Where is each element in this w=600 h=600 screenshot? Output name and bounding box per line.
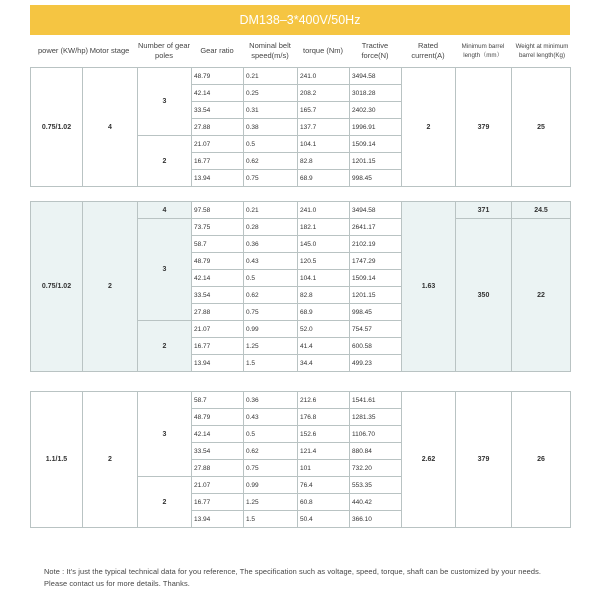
motor-stage-cell: 2 (83, 202, 138, 372)
weight-cell: 24.5 (512, 202, 571, 219)
spec-table-1 (30, 67, 571, 187)
belt-speed-cell: 0.62 (244, 287, 298, 304)
torque-cell: 241.0 (298, 202, 350, 219)
belt-speed-cell: 0.5 (244, 426, 298, 443)
tractive-force-cell: 2402.30 (350, 102, 402, 119)
gear-ratio-cell: 13.94 (192, 170, 244, 187)
belt-speed-cell: 0.75 (244, 304, 298, 321)
tractive-force-cell: 3494.58 (350, 202, 402, 219)
footnote: Note : It's just the typical technical data for you reference, The specification such as voltage, speed, torque, shaft can be customized by your needs. Please contact us for more details. Thanks. (44, 567, 542, 588)
weight-cell: 26 (512, 392, 571, 528)
gear-poles-cell: 3 (138, 219, 192, 321)
torque-cell: 121.4 (298, 443, 350, 460)
tractive-force-cell: 1201.15 (350, 287, 402, 304)
gear-ratio-cell: 33.54 (192, 443, 244, 460)
torque-cell: 52.0 (298, 321, 350, 338)
gear-ratio-cell: 21.07 (192, 321, 244, 338)
tractive-force-cell: 600.58 (350, 338, 402, 355)
belt-speed-cell: 1.5 (244, 511, 298, 528)
torque-cell: 137.7 (298, 119, 350, 136)
belt-speed-cell: 0.5 (244, 136, 298, 153)
belt-speed-cell: 0.62 (244, 443, 298, 460)
table-row (31, 202, 571, 219)
torque-cell: 182.1 (298, 219, 350, 236)
spec-table-3 (30, 391, 571, 528)
torque-cell: 176.8 (298, 409, 350, 426)
header-torque: torque (Nm) (302, 46, 343, 55)
gear-ratio-cell: 27.88 (192, 119, 244, 136)
barrel-length-cell: 379 (456, 392, 512, 528)
gear-ratio-cell: 16.77 (192, 338, 244, 355)
motor-stage-cell: 2 (83, 392, 138, 528)
tractive-force-cell: 2641.17 (350, 219, 402, 236)
table-title: DM138–3*400V/50Hz (239, 13, 361, 27)
table-row (31, 68, 571, 85)
torque-cell: 34.4 (298, 355, 350, 372)
belt-speed-cell: 0.28 (244, 219, 298, 236)
tractive-force-cell: 553.35 (350, 477, 402, 494)
gear-ratio-cell: 13.94 (192, 511, 244, 528)
tractive-force-cell: 998.45 (350, 304, 402, 321)
gear-poles-cell: 2 (138, 321, 192, 372)
barrel-length-cell: 379 (456, 68, 512, 187)
gear-poles-cell: 4 (138, 202, 192, 219)
torque-cell: 82.8 (298, 153, 350, 170)
tractive-force-cell: 880.84 (350, 443, 402, 460)
header-rated-current: Rated current(A) (411, 41, 445, 60)
tractive-force-cell: 1201.15 (350, 153, 402, 170)
belt-speed-cell: 0.75 (244, 460, 298, 477)
header-power: power (KW/hp) (38, 46, 89, 55)
tractive-force-cell: 1509.14 (350, 270, 402, 287)
gear-ratio-cell: 33.54 (192, 102, 244, 119)
motor-stage-cell: 4 (83, 68, 138, 187)
belt-speed-cell: 0.62 (244, 153, 298, 170)
gear-ratio-cell: 21.07 (192, 477, 244, 494)
rated-current-cell: 1.63 (402, 202, 456, 372)
gear-ratio-cell: 48.79 (192, 68, 244, 85)
belt-speed-cell: 1.5 (244, 355, 298, 372)
table-title-bar (30, 5, 570, 35)
gear-ratio-cell: 42.14 (192, 270, 244, 287)
table-row (31, 392, 571, 409)
tractive-force-cell: 3018.28 (350, 85, 402, 102)
column-header-row (30, 35, 570, 67)
belt-speed-cell: 1.25 (244, 338, 298, 355)
tractive-force-cell: 366.10 (350, 511, 402, 528)
spec-table-2 (30, 201, 571, 372)
gear-ratio-cell: 16.77 (192, 494, 244, 511)
tractive-force-cell: 1747.29 (350, 253, 402, 270)
torque-cell: 76.4 (298, 477, 350, 494)
header-weight: Weight at minimum barrel length(Kg) (515, 43, 569, 59)
gear-ratio-cell: 48.79 (192, 253, 244, 270)
gear-poles-cell: 3 (138, 68, 192, 136)
gear-ratio-cell: 42.14 (192, 426, 244, 443)
belt-speed-cell: 0.5 (244, 270, 298, 287)
tractive-force-cell: 998.45 (350, 170, 402, 187)
gear-ratio-cell: 42.14 (192, 85, 244, 102)
torque-cell: 101 (298, 460, 350, 477)
gear-poles-cell: 3 (138, 392, 192, 477)
torque-cell: 68.9 (298, 304, 350, 321)
gear-ratio-cell: 33.54 (192, 287, 244, 304)
gear-ratio-cell: 58.7 (192, 392, 244, 409)
belt-speed-cell: 0.38 (244, 119, 298, 136)
barrel-length-cell: 371 (456, 202, 512, 219)
gear-ratio-cell: 27.88 (192, 460, 244, 477)
tractive-force-cell: 3494.58 (350, 68, 402, 85)
belt-speed-cell: 0.36 (244, 392, 298, 409)
torque-cell: 241.0 (298, 68, 350, 85)
gear-ratio-cell: 48.79 (192, 409, 244, 426)
tractive-force-cell: 1996.91 (350, 119, 402, 136)
belt-speed-cell: 0.21 (244, 202, 298, 219)
header-gear-ratio: Gear ratio (200, 46, 234, 55)
torque-cell: 208.2 (298, 85, 350, 102)
barrel-length-cell: 350 (456, 219, 512, 372)
header-belt-speed: Nominal belt speed(m/s) (249, 41, 291, 60)
header-gear-poles: Number of gear poles (137, 41, 191, 60)
tractive-force-cell: 1509.14 (350, 136, 402, 153)
header-barrel-length: Minimum barrel length（mm） (461, 43, 505, 59)
rated-current-cell: 2.62 (402, 392, 456, 528)
torque-cell: 50.4 (298, 511, 350, 528)
gear-ratio-cell: 97.58 (192, 202, 244, 219)
belt-speed-cell: 0.25 (244, 85, 298, 102)
torque-cell: 41.4 (298, 338, 350, 355)
belt-speed-cell: 0.75 (244, 170, 298, 187)
tractive-force-cell: 499.23 (350, 355, 402, 372)
gear-poles-cell: 2 (138, 477, 192, 528)
tractive-force-cell: 2102.19 (350, 236, 402, 253)
gear-ratio-cell: 58.7 (192, 236, 244, 253)
header-motor-stage: Motor stage (89, 46, 130, 55)
belt-speed-cell: 1.25 (244, 494, 298, 511)
torque-cell: 120.5 (298, 253, 350, 270)
torque-cell: 104.1 (298, 136, 350, 153)
gear-ratio-cell: 27.88 (192, 304, 244, 321)
torque-cell: 68.9 (298, 170, 350, 187)
tractive-force-cell: 732.20 (350, 460, 402, 477)
power-cell: 0.75/1.02 (31, 202, 83, 372)
torque-cell: 82.8 (298, 287, 350, 304)
tractive-force-cell: 1281.35 (350, 409, 402, 426)
gear-ratio-cell: 73.75 (192, 219, 244, 236)
belt-speed-cell: 0.36 (244, 236, 298, 253)
torque-cell: 165.7 (298, 102, 350, 119)
torque-cell: 104.1 (298, 270, 350, 287)
gear-ratio-cell: 16.77 (192, 153, 244, 170)
tractive-force-cell: 754.57 (350, 321, 402, 338)
tractive-force-cell: 1541.61 (350, 392, 402, 409)
torque-cell: 212.6 (298, 392, 350, 409)
header-tractive-force: Tractive force(N) (361, 41, 389, 60)
belt-speed-cell: 0.43 (244, 253, 298, 270)
weight-cell: 25 (512, 68, 571, 187)
belt-speed-cell: 0.31 (244, 102, 298, 119)
belt-speed-cell: 0.99 (244, 477, 298, 494)
power-cell: 1.1/1.5 (31, 392, 83, 528)
weight-cell: 22 (512, 219, 571, 372)
torque-cell: 60.8 (298, 494, 350, 511)
torque-cell: 145.0 (298, 236, 350, 253)
belt-speed-cell: 0.99 (244, 321, 298, 338)
rated-current-cell: 2 (402, 68, 456, 187)
gear-ratio-cell: 21.07 (192, 136, 244, 153)
power-cell: 0.75/1.02 (31, 68, 83, 187)
gear-poles-cell: 2 (138, 136, 192, 187)
belt-speed-cell: 0.21 (244, 68, 298, 85)
tractive-force-cell: 440.42 (350, 494, 402, 511)
tractive-force-cell: 1106.70 (350, 426, 402, 443)
belt-speed-cell: 0.43 (244, 409, 298, 426)
gear-ratio-cell: 13.94 (192, 355, 244, 372)
torque-cell: 152.6 (298, 426, 350, 443)
